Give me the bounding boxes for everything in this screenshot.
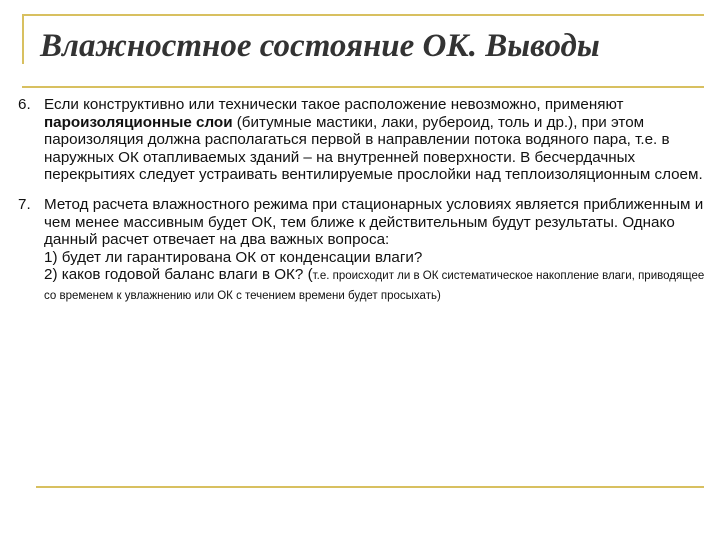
- item-text-part2: (битумные мастики, лаки, рубероид, толь и др.), при этом пароизоляция должна располагаться первой в направлении потока водяного пара, т.е. в наружных ОК отапливаемых зданий – на внутренней поверхности. В бесчердачных перекрытиях следует устраивать вентилируемые прослойки над теплоизоляционным слоем.: [44, 113, 703, 184]
- item-text-main: Метод расчета влажностного режима при стационарных условиях является приближенным и чем менее массивным будет ОК, тем ближе к действительным будут результаты. Однако данный расчет отвечает на два важных вопроса:: [44, 195, 704, 249]
- frame-vertical-line: [22, 14, 24, 64]
- list-item-6: [18, 96, 708, 184]
- list-item-7: [18, 196, 708, 306]
- item-text-bold: пароизоляционные слои: [44, 113, 233, 131]
- item-text: [44, 96, 708, 184]
- frame-top-line: [22, 14, 704, 16]
- item-number: 7.: [18, 195, 31, 213]
- item-question-1: 1) будет ли гарантирована ОК от конденсации влаги?: [44, 248, 423, 266]
- title-underline: [22, 86, 704, 88]
- frame-bottom-line: [36, 486, 704, 488]
- item-question-2-note: т.е. происходит ли в ОК систематическое накопление влаги, приводящее со временем к увлажнению или ОК с течением времени будет просыхать): [44, 270, 705, 302]
- content-list: [18, 96, 708, 318]
- slide-title: Влажностное состояние ОК. Выводы: [40, 28, 600, 64]
- item-question-2: 2) каков годовой баланс влаги в ОК? (: [44, 266, 313, 284]
- item-text: [44, 196, 708, 306]
- item-number: 6.: [18, 96, 31, 113]
- item-text-part1: Если конструктивно или технически такое расположение невозможно, применяют: [44, 96, 624, 113]
